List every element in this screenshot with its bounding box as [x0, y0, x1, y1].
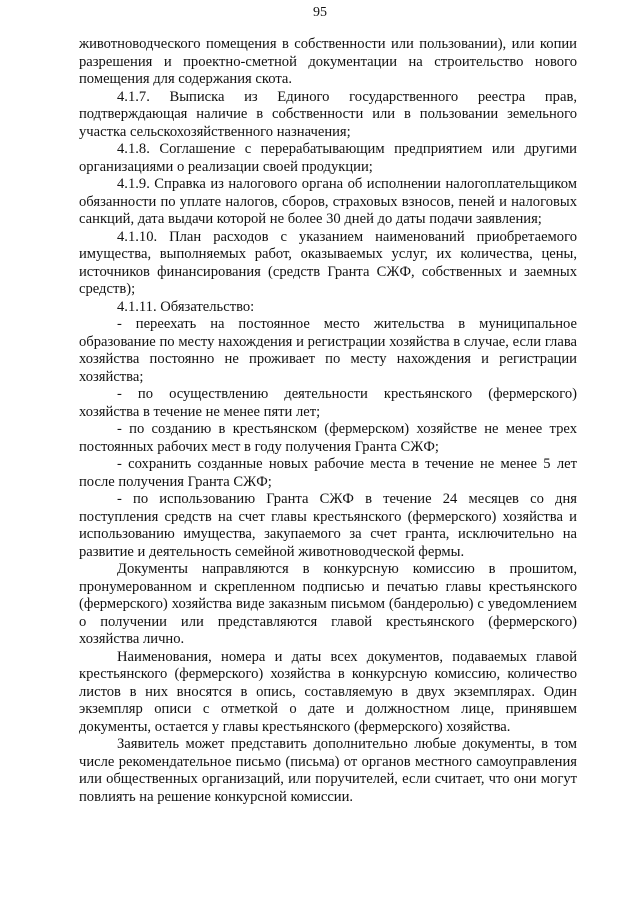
document-body [79, 36, 577, 806]
obligation-item-activity: - по осуществлению деятельности крестьянского (фермерского) хозяйства в течение не менее пяти лет; [79, 386, 577, 420]
paragraph-4-1-8: 4.1.8. Соглашение с перерабатывающим предприятием или другими организациями о реализации своей продукции; [79, 141, 577, 175]
obligation-item-relocate: - переехать на постоянное место жительства в муниципальное образование по месту нахождения и регистрации хозяйства в случае, если глава хозяйства постоянно не проживает по месту нахождения и регистрации хозяйства; [79, 316, 577, 385]
page-number: 95 [313, 5, 327, 20]
obligation-item-grant-use: - по использованию Гранта СЖФ в течение 24 месяцев со дня поступления средств на счет главы крестьянского (фермерского) хозяйства и использованию имущества, закупаемого за счет гранта, исключительно на развитие и деятельность семейной животноводческой фермы. [79, 491, 577, 560]
paragraph-documents-submission: Документы направляются в конкурсную комиссию в прошитом, пронумерованном и скрепленном подписью и печатью главы крестьянского (фермерского) хозяйства виде заказным письмом (бандеролью) с уведомлением о получении или представляются главой крестьянского (фермерского) хозяйства лично. [79, 561, 577, 647]
paragraph-4-1-10: 4.1.10. План расходов с указанием наименований приобретаемого имущества, выполняемых работ, оказываемых услуг, их количества, цены, источников финансирования (средств Гранта СЖФ, собственных и заемных средств); [79, 228, 577, 297]
paragraph-4-1-11: 4.1.11. Обязательство: [117, 298, 255, 315]
paragraph-continuation: животноводческого помещения в собственности или пользовании), или копии разрешения и проектно-сметной документации на строительство нового помещения для содержания скота. [79, 36, 577, 87]
obligation-item-jobs: - по созданию в крестьянском (фермерском) хозяйстве не менее трех постоянных рабочих мест в году получения Гранта СЖФ; [79, 421, 577, 455]
paragraph-inventory: Наименования, номера и даты всех документов, подаваемых главой крестьянского (фермерского) хозяйства в конкурсную комиссию, количество листов в них вносятся в опись, составляемую в двух экземплярах. Один экземпляр описи с отметкой о дате и должностном лице, принявшем документы, остается у главы крестьянского (фермерского) хозяйства. [79, 648, 577, 735]
obligation-item-keep-jobs: - сохранить созданные новых рабочие места в течение не менее 5 лет после получения Гранта СЖФ; [79, 456, 577, 490]
paragraph-additional-documents: Заявитель может представить дополнительно любые документы, в том числе рекомендательное письмо (письма) от органов местного самоуправления или общественных организаций, или поручителей, если считает, что они могут повлиять на решение конкурсной комиссии. [79, 736, 577, 805]
paragraph-4-1-9: 4.1.9. Справка из налогового органа об исполнении налогоплательщиком обязанности по уплате налогов, сборов, страховых взносов, пеней и налоговых санкций, дата выдачи которой не более 30 дней до даты подачи заявления; [79, 176, 577, 227]
paragraph-4-1-7: 4.1.7. Выписка из Единого государственного реестра прав, подтверждающая наличие в собственности или в пользовании земельного участка сельскохозяйственного назначения; [79, 88, 577, 140]
